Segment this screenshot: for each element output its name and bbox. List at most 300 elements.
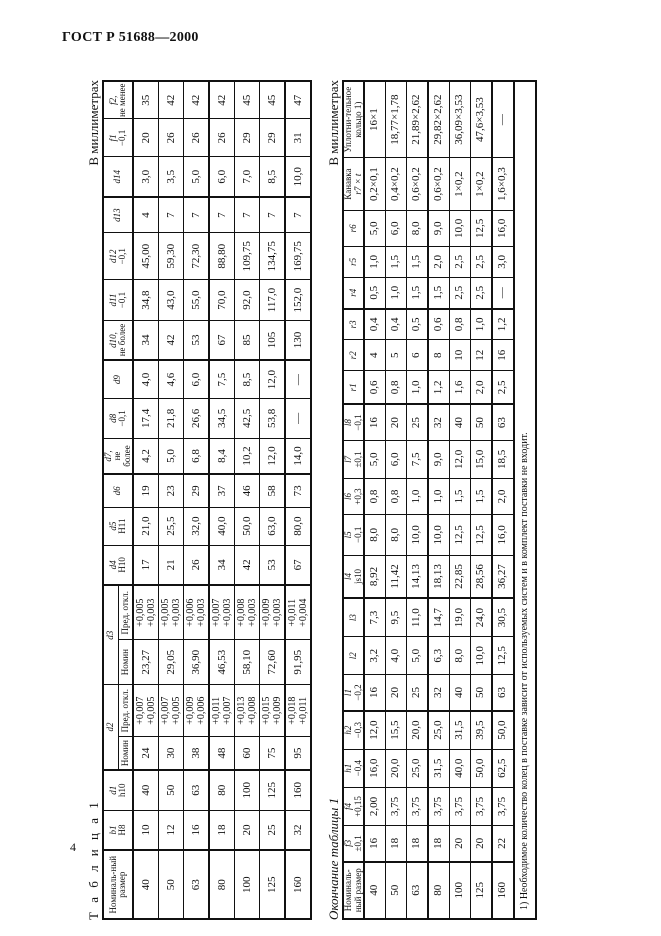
cell-l3: 11,0 <box>407 598 429 636</box>
cell-f3: 18 <box>386 826 407 862</box>
col-d5: d5 H11 <box>103 507 133 545</box>
cell-d11: 152,0 <box>285 280 311 320</box>
cell-f2: 42 <box>159 81 184 119</box>
cell-d2_dev: +0,018 +0,011 <box>285 685 311 737</box>
cell-d7: 6,8 <box>184 439 210 475</box>
cell-d10: 67 <box>209 320 235 360</box>
col-f2: f2, не менее <box>103 81 133 119</box>
col-d7: d7, не более <box>103 439 133 475</box>
cell-r6: 5,0 <box>364 210 386 246</box>
cell-d2_dev: +0,013 +0,008 <box>235 685 260 737</box>
cell-d12: 59,30 <box>159 233 184 280</box>
cell-l7: 12,0 <box>450 440 471 478</box>
cell-d11: 43,0 <box>159 280 184 320</box>
cell-d7: 10,2 <box>235 439 260 475</box>
col-d2-dev: Пред. откл. <box>118 685 133 737</box>
cell-d4: 34 <box>209 545 235 585</box>
cell-f4: 3,75 <box>492 787 514 825</box>
cell-d3_dev: +0,005 +0,003 <box>133 585 159 639</box>
cell-f1: 29 <box>260 119 286 157</box>
cell-groove: 0,6×0,2 <box>428 158 450 211</box>
cell-d11: 55,0 <box>184 280 210 320</box>
cell-nominal: 100 <box>450 862 471 919</box>
cell-d4: 21 <box>159 545 184 585</box>
cell-f1: 31 <box>285 119 311 157</box>
cell-r4: 1,5 <box>428 277 450 308</box>
table1-end-units: В миллиметрах <box>326 80 342 166</box>
cell-l4: 18,13 <box>428 555 450 598</box>
cell-d8: 26,6 <box>184 398 210 438</box>
cell-d2_nom: 60 <box>235 737 260 770</box>
cell-d7: 4,2 <box>133 439 159 475</box>
cell-f2: 45 <box>235 81 260 119</box>
table-row <box>285 81 311 919</box>
cell-l1: 25 <box>407 675 429 711</box>
cell-nominal: 160 <box>285 850 311 919</box>
cell-d5: 80,0 <box>285 507 311 545</box>
cell-d5: 25,5 <box>159 507 184 545</box>
col-f1: f1 −0,1 <box>103 119 133 157</box>
cell-b1: 20 <box>235 810 260 850</box>
cell-h1: 16,0 <box>364 749 386 787</box>
cell-r5: 2,5 <box>450 246 471 277</box>
cell-d4: 42 <box>235 545 260 585</box>
table1-units: В миллиметрах <box>86 80 101 166</box>
cell-h2: 15,5 <box>386 711 407 749</box>
cell-d7: 12,0 <box>260 439 286 475</box>
cell-r3: 0,8 <box>450 309 471 340</box>
cell-d14: 5,0 <box>184 157 210 197</box>
cell-d12: 72,30 <box>184 233 210 280</box>
cell-d10: 53 <box>184 320 210 360</box>
cell-d10: 42 <box>159 320 184 360</box>
cell-d9: 12,0 <box>260 360 286 398</box>
cell-d1: 80 <box>209 770 235 810</box>
cell-h1: 50,0 <box>471 749 493 787</box>
cell-f2: 47 <box>285 81 311 119</box>
table-row <box>159 81 184 919</box>
cell-d7: 14,0 <box>285 439 311 475</box>
cell-d4: 26 <box>184 545 210 585</box>
cell-l4: 36,27 <box>492 555 514 598</box>
cell-l3: 9,5 <box>386 598 407 636</box>
cell-h2: 20,0 <box>407 711 429 749</box>
cell-l8: 40 <box>450 404 471 440</box>
cell-nominal: 50 <box>386 862 407 919</box>
cell-d2_dev: +0,007 +0,005 <box>159 685 184 737</box>
col-d2-nom: Номин <box>118 737 133 770</box>
cell-l1: 63 <box>492 675 514 711</box>
table-row <box>209 81 235 919</box>
cell-l5: 12,5 <box>471 514 493 555</box>
cell-l2: 6,3 <box>428 637 450 675</box>
cell-d6: 23 <box>159 474 184 507</box>
cell-r4: 2,5 <box>471 277 493 308</box>
cell-d5: 50,0 <box>235 507 260 545</box>
cell-l7: 6,0 <box>386 440 407 478</box>
cell-d3_nom: 29,05 <box>159 640 184 685</box>
cell-d2_nom: 24 <box>133 737 159 770</box>
cell-d2_nom: 38 <box>184 737 210 770</box>
cell-r2: 4 <box>364 340 386 371</box>
cell-d4: 17 <box>133 545 159 585</box>
col-f3: f3 ±0,1 <box>343 826 364 862</box>
cell-l1: 40 <box>450 675 471 711</box>
cell-f1: 20 <box>133 119 159 157</box>
cell-f3: 22 <box>492 826 514 862</box>
cell-r1: 2,0 <box>471 371 493 405</box>
cell-b1: 10 <box>133 810 159 850</box>
cell-d13: 7 <box>285 197 311 233</box>
cell-l3: 7,3 <box>364 598 386 636</box>
cell-d1: 40 <box>133 770 159 810</box>
cell-f4: 3,75 <box>428 787 450 825</box>
cell-l8: 32 <box>428 404 450 440</box>
cell-d3_dev: +0,011 +0,004 <box>285 585 311 639</box>
cell-h2: 50,0 <box>492 711 514 749</box>
cell-l6: 2,0 <box>492 479 514 515</box>
cell-f3: 20 <box>450 826 471 862</box>
cell-d5: 40,0 <box>209 507 235 545</box>
cell-d3_dev: +0,008 +0,003 <box>235 585 260 639</box>
cell-d5: 21,0 <box>133 507 159 545</box>
document-header: ГОСТ Р 51688—2000 <box>62 30 199 45</box>
table1-end-caption-row <box>320 80 342 920</box>
cell-nominal: 40 <box>133 850 159 919</box>
cell-l2: 10,0 <box>471 637 493 675</box>
col-l2: l2 <box>343 637 364 675</box>
table1-end <box>342 80 537 920</box>
cell-d13: 4 <box>133 197 159 233</box>
cell-r2: 16 <box>492 340 514 371</box>
cell-d2_dev: +0,011 +0,007 <box>209 685 235 737</box>
cell-l3: 24,0 <box>471 598 493 636</box>
cell-d2_nom: 30 <box>159 737 184 770</box>
cell-d8: 17,4 <box>133 398 159 438</box>
col-d3: d3 <box>103 585 118 684</box>
cell-f3: 16 <box>364 826 386 862</box>
cell-r4: 0,5 <box>364 277 386 308</box>
col-r4: r4 <box>343 277 364 308</box>
col-l8: l8 −0,1 <box>343 404 364 440</box>
cell-l4: 14,13 <box>407 555 429 598</box>
cell-l5: 12,5 <box>450 514 471 555</box>
table1-caption-row <box>80 80 102 920</box>
cell-h2: 12,0 <box>364 711 386 749</box>
cell-d5: 32,0 <box>184 507 210 545</box>
cell-b1: 12 <box>159 810 184 850</box>
cell-r6: 10,0 <box>450 210 471 246</box>
cell-d6: 58 <box>260 474 286 507</box>
cell-l1: 20 <box>386 675 407 711</box>
cell-r4: 1,5 <box>407 277 429 308</box>
cell-l7: 9,0 <box>428 440 450 478</box>
col-f4: f4 +0,15 <box>343 787 364 825</box>
cell-f3: 20 <box>471 826 493 862</box>
cell-h1: 62,5 <box>492 749 514 787</box>
cell-d4: 67 <box>285 545 311 585</box>
cell-r2: 5 <box>386 340 407 371</box>
cell-d8: 21,8 <box>159 398 184 438</box>
cell-r5: 2,5 <box>471 246 493 277</box>
cell-f2: 35 <box>133 81 159 119</box>
col-r3: r3 <box>343 309 364 340</box>
cell-h1: 25,0 <box>407 749 429 787</box>
cell-nominal: 160 <box>492 862 514 919</box>
table-row <box>386 81 407 919</box>
cell-d3_nom: 46,53 <box>209 640 235 685</box>
cell-r1: 1,2 <box>428 371 450 405</box>
cell-r1: 0,8 <box>386 371 407 405</box>
cell-groove: 0,2×0,1 <box>364 158 386 211</box>
cell-r1: 2,5 <box>492 371 514 405</box>
cell-l6: 1,0 <box>428 479 450 515</box>
cell-d3_nom: 23,27 <box>133 640 159 685</box>
cell-d12: 169,75 <box>285 233 311 280</box>
col-d9: d9 <box>103 360 133 398</box>
cell-l8: 50 <box>471 404 493 440</box>
cell-l6: 1,0 <box>407 479 429 515</box>
cell-f2: 45 <box>260 81 286 119</box>
cell-d14: 3,5 <box>159 157 184 197</box>
cell-r5: 2,0 <box>428 246 450 277</box>
cell-f1: 26 <box>209 119 235 157</box>
table-row <box>260 81 286 919</box>
cell-nominal: 50 <box>159 850 184 919</box>
cell-r2: 6 <box>407 340 429 371</box>
col-d2: d2 <box>103 685 118 770</box>
cell-d3_dev: +0,007 +0,003 <box>209 585 235 639</box>
cell-nominal: 80 <box>209 850 235 919</box>
cell-l6: 0,8 <box>364 479 386 515</box>
cell-h1: 20,0 <box>386 749 407 787</box>
col-r1: r1 <box>343 371 364 405</box>
cell-d6: 73 <box>285 474 311 507</box>
cell-d3_dev: +0,005 +0,003 <box>159 585 184 639</box>
cell-f4: 3,75 <box>407 787 429 825</box>
cell-h1: 40,0 <box>450 749 471 787</box>
cell-l4: 28,56 <box>471 555 493 598</box>
cell-d7: 8,4 <box>209 439 235 475</box>
cell-d1: 100 <box>235 770 260 810</box>
cell-d11: 117,0 <box>260 280 286 320</box>
cell-d9: 6,0 <box>184 360 210 398</box>
cell-groove: 1×0,2 <box>471 158 493 211</box>
cell-d3_dev: +0,006 +0,003 <box>184 585 210 639</box>
cell-b1: 32 <box>285 810 311 850</box>
cell-r6: 12,5 <box>471 210 493 246</box>
col-d8: d8 −0,1 <box>103 398 133 438</box>
table-row <box>407 81 429 919</box>
cell-r1: 0,6 <box>364 371 386 405</box>
cell-r6: 9,0 <box>428 210 450 246</box>
cell-l5: 8,0 <box>386 514 407 555</box>
cell-l8: 20 <box>386 404 407 440</box>
cell-d14: 10,0 <box>285 157 311 197</box>
col-d3-dev: Пред. откл. <box>118 585 133 639</box>
cell-r3: 0,5 <box>407 309 429 340</box>
col-ring: Уплотни-тельное кольцо 1) <box>343 81 364 158</box>
cell-ring: — <box>492 81 514 158</box>
cell-d13: 7 <box>209 197 235 233</box>
col-h2: h2 −0,3 <box>343 711 364 749</box>
cell-groove: 0,6×0,2 <box>407 158 429 211</box>
cell-h2: 39,5 <box>471 711 493 749</box>
cell-d3_nom: 58,10 <box>235 640 260 685</box>
cell-r1: 1,0 <box>407 371 429 405</box>
table1-body <box>133 81 311 919</box>
cell-d1: 160 <box>285 770 311 810</box>
cell-d12: 109,75 <box>235 233 260 280</box>
cell-f4: 3,75 <box>386 787 407 825</box>
cell-d3_dev: +0,009 +0,003 <box>260 585 286 639</box>
cell-l3: 19,0 <box>450 598 471 636</box>
table-row <box>184 81 210 919</box>
cell-r2: 10 <box>450 340 471 371</box>
cell-h2: 25,0 <box>428 711 450 749</box>
col-d10: d10, не более <box>103 320 133 360</box>
cell-b1: 18 <box>209 810 235 850</box>
cell-r4: 1,0 <box>386 277 407 308</box>
cell-r2: 12 <box>471 340 493 371</box>
cell-d2_nom: 75 <box>260 737 286 770</box>
cell-l6: 1,5 <box>471 479 493 515</box>
cell-d6: 46 <box>235 474 260 507</box>
col-nominal: Номиналь-ный размер <box>103 850 133 919</box>
cell-r2: 8 <box>428 340 450 371</box>
cell-l5: 10,0 <box>428 514 450 555</box>
cell-r1: 1,6 <box>450 371 471 405</box>
table-row <box>471 81 493 919</box>
col-h1: h1 −0,4 <box>343 749 364 787</box>
cell-l2: 4,0 <box>386 637 407 675</box>
cell-r5: 1,0 <box>364 246 386 277</box>
cell-d6: 37 <box>209 474 235 507</box>
cell-l3: 30,5 <box>492 598 514 636</box>
cell-r6: 16,0 <box>492 210 514 246</box>
cell-h1: 31,5 <box>428 749 450 787</box>
cell-f1: 26 <box>159 119 184 157</box>
cell-d2_nom: 95 <box>285 737 311 770</box>
cell-r3: 1,2 <box>492 309 514 340</box>
cell-l4: 22,85 <box>450 555 471 598</box>
cell-l5: 8,0 <box>364 514 386 555</box>
cell-d3_nom: 72,60 <box>260 640 286 685</box>
cell-d14: 8,5 <box>260 157 286 197</box>
cell-d14: 6,0 <box>209 157 235 197</box>
table-row <box>364 81 386 919</box>
cell-r3: 0,4 <box>364 309 386 340</box>
cell-d9: — <box>285 360 311 398</box>
table-row <box>492 81 514 919</box>
col-d12: d12 −0,1 <box>103 233 133 280</box>
col-l4: l4 js10 <box>343 555 364 598</box>
table1-caption: Т а б л и ц а 1 <box>86 799 101 920</box>
table1 <box>102 80 312 920</box>
cell-r5: 1,5 <box>386 246 407 277</box>
cell-d8: 53,8 <box>260 398 286 438</box>
cell-d6: 19 <box>133 474 159 507</box>
cell-l1: 32 <box>428 675 450 711</box>
cell-l1: 50 <box>471 675 493 711</box>
cell-l4: 11,42 <box>386 555 407 598</box>
cell-d11: 70,0 <box>209 280 235 320</box>
cell-f1: 29 <box>235 119 260 157</box>
cell-l7: 15,0 <box>471 440 493 478</box>
cell-d9: 4,6 <box>159 360 184 398</box>
cell-l2: 12,5 <box>492 637 514 675</box>
col-r6: r6 <box>343 210 364 246</box>
col-d3-nom: Номин <box>118 640 133 685</box>
table-row <box>133 81 159 919</box>
cell-l2: 8,0 <box>450 637 471 675</box>
col-r5: r5 <box>343 246 364 277</box>
cell-d3_nom: 36,90 <box>184 640 210 685</box>
cell-l7: 7,5 <box>407 440 429 478</box>
cell-l2: 5,0 <box>407 637 429 675</box>
cell-l2: 3,2 <box>364 637 386 675</box>
page-number: 4 <box>70 840 76 854</box>
cell-f3: 18 <box>407 826 429 862</box>
cell-l1: 16 <box>364 675 386 711</box>
cell-l6: 1,5 <box>450 479 471 515</box>
cell-r3: 1,0 <box>471 309 493 340</box>
col-l1: l1 −0,2 <box>343 675 364 711</box>
cell-f2: 42 <box>184 81 210 119</box>
cell-d12: 134,75 <box>260 233 286 280</box>
col-d1: d1 h10 <box>103 770 133 810</box>
cell-r5: 3,0 <box>492 246 514 277</box>
cell-d1: 50 <box>159 770 184 810</box>
cell-d14: 3,0 <box>133 157 159 197</box>
cell-r6: 8,0 <box>407 210 429 246</box>
col-l7: l7 ±0,1 <box>343 440 364 478</box>
col-l3: l3 <box>343 598 364 636</box>
cell-b1: 16 <box>184 810 210 850</box>
rotated-content <box>80 80 600 920</box>
cell-l5: 16,0 <box>492 514 514 555</box>
cell-l4: 8,92 <box>364 555 386 598</box>
table-row <box>235 81 260 919</box>
col2-nominal: Номиналь-ный размер <box>343 862 364 919</box>
cell-d11: 34,8 <box>133 280 159 320</box>
cell-d14: 7,0 <box>235 157 260 197</box>
cell-d10: 34 <box>133 320 159 360</box>
cell-groove: 1×0,2 <box>450 158 471 211</box>
cell-d12: 45,00 <box>133 233 159 280</box>
cell-r3: 0,4 <box>386 309 407 340</box>
cell-nominal: 63 <box>184 850 210 919</box>
table1-end-body <box>364 81 514 919</box>
cell-nominal: 63 <box>407 862 429 919</box>
cell-f2: 42 <box>209 81 235 119</box>
cell-d13: 7 <box>159 197 184 233</box>
cell-l6: 0,8 <box>386 479 407 515</box>
footnote: 1) Необходимое количество колец в поставке зависит от используемых систем и в комплект поставки не входит. <box>514 81 536 919</box>
cell-d7: 5,0 <box>159 439 184 475</box>
cell-l8: 63 <box>492 404 514 440</box>
col-l5: l5 −0,1 <box>343 514 364 555</box>
cell-ring: 21,89×2,62 <box>407 81 429 158</box>
cell-r6: 6,0 <box>386 210 407 246</box>
cell-d11: 92,0 <box>235 280 260 320</box>
cell-nominal: 125 <box>471 862 493 919</box>
cell-d10: 85 <box>235 320 260 360</box>
cell-d5: 63,0 <box>260 507 286 545</box>
table-row <box>450 81 471 919</box>
cell-ring: 18,77×1,78 <box>386 81 407 158</box>
cell-f1: 26 <box>184 119 210 157</box>
